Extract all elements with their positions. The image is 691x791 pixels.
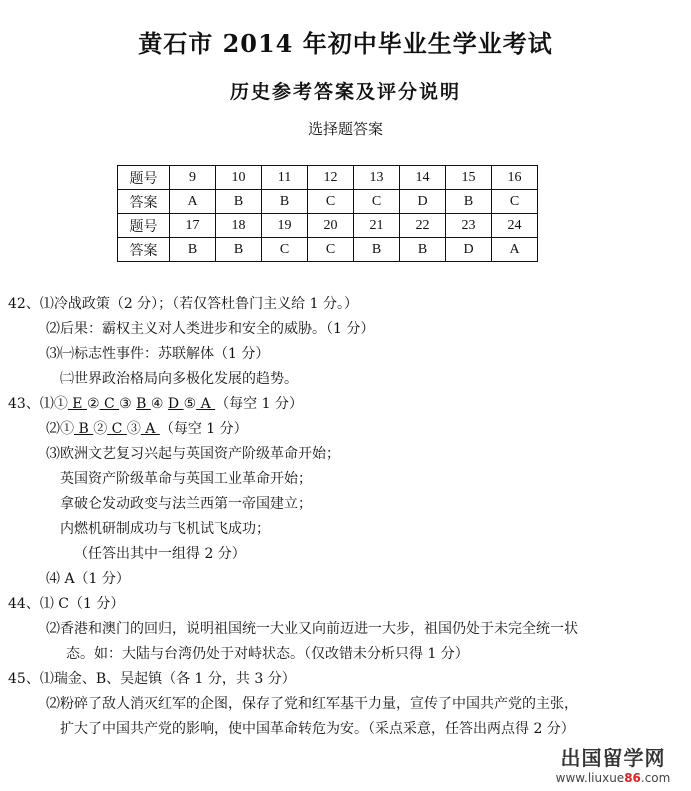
- section-label: 选择题答案: [307, 120, 383, 138]
- table-cell: 19: [262, 214, 308, 238]
- q43-line: [8, 417, 684, 442]
- q42-line: ㈡世界政治格局向多极化发展的趋势。: [60, 371, 298, 387]
- q42-line: 42、⑴冷战政策（2 分）；（若仅答杜鲁门主义给 1 分。）: [8, 296, 358, 312]
- q43-line: （任答出其中一组得 2 分）: [74, 546, 246, 562]
- q43-blank: B: [136, 396, 151, 412]
- table-row: [118, 190, 538, 214]
- q43-text: ②: [86, 396, 100, 412]
- q43-text: （每空 1 分）: [215, 396, 303, 412]
- q43-blank: E: [67, 396, 87, 412]
- watermark-url: [543, 771, 683, 785]
- q43-text: ③: [126, 421, 141, 437]
- table-cell: C: [492, 190, 538, 214]
- q43-line: 英国资产阶级革命与英国工业革命开始；: [60, 471, 312, 487]
- q45-line: 45、⑴瑞金、B、吴起镇（各 1 分，共 3 分）: [8, 671, 296, 687]
- table-cell: 14: [400, 166, 446, 190]
- q43-blank: C: [107, 421, 127, 437]
- table-cell: C: [308, 190, 354, 214]
- table-cell: 答案: [118, 238, 170, 262]
- table-cell: B: [446, 190, 492, 214]
- answer-body: [8, 292, 684, 742]
- q43-text: ③: [119, 396, 137, 412]
- table-cell: B: [354, 238, 400, 262]
- watermark-name: 出国留学网: [560, 746, 666, 770]
- q43-line: [8, 392, 684, 417]
- watermark-url-highlight: 86: [624, 771, 641, 785]
- answer-table: [117, 165, 538, 262]
- site-watermark: [543, 742, 683, 785]
- watermark-url-prefix: www.liuxue: [555, 771, 625, 785]
- q43-blank: C: [99, 396, 120, 412]
- table-row: [118, 238, 538, 262]
- table-cell: A: [170, 190, 216, 214]
- table-cell: B: [262, 190, 308, 214]
- table-cell: C: [308, 238, 354, 262]
- table-cell: 11: [262, 166, 308, 190]
- table-cell: 15: [446, 166, 492, 190]
- table-cell: D: [400, 190, 446, 214]
- table-cell: 20: [308, 214, 354, 238]
- q45-line: ⑵粉碎了敌人消灭红军的企图，保存了党和红军基干力量，宣传了中国共产党的主张，: [46, 696, 578, 712]
- table-cell: 17: [170, 214, 216, 238]
- q43-text: ④: [150, 396, 168, 412]
- q43-blank: B: [74, 421, 94, 437]
- q44-line: 态。如：大陆与台湾仍处于对峙状态。（仅改错未分析只得 1 分）: [66, 646, 469, 662]
- table-cell: A: [492, 238, 538, 262]
- table-cell: 9: [170, 166, 216, 190]
- table-cell: 13: [354, 166, 400, 190]
- table-cell: 题号: [118, 214, 170, 238]
- table-cell: B: [216, 190, 262, 214]
- table-cell: 18: [216, 214, 262, 238]
- table-cell: B: [216, 238, 262, 262]
- document-title: 黄石市 2014 年初中毕业生学业考试: [138, 29, 553, 58]
- table-cell: 16: [492, 166, 538, 190]
- table-cell: 24: [492, 214, 538, 238]
- table-cell: C: [354, 190, 400, 214]
- q43-line: ⑶欧洲文艺复习兴起与英国资产阶级革命开始；: [46, 446, 340, 462]
- table-cell: B: [170, 238, 216, 262]
- q43-text: ②: [93, 421, 108, 437]
- table-cell: 23: [446, 214, 492, 238]
- table-row: [118, 166, 538, 190]
- document-subtitle: 历史参考答案及评分说明: [229, 81, 461, 103]
- q42-line: ⑶㈠标志性事件：苏联解体（1 分）: [46, 346, 270, 362]
- table-cell: C: [262, 238, 308, 262]
- q43-text: ⑵①: [46, 421, 74, 437]
- q44-line: ⑵香港和澳门的回归，说明祖国统一大业又向前迈进一大步，祖国仍处于未完全统一状: [46, 621, 578, 637]
- q43-text: （每空 1 分）: [159, 421, 248, 437]
- q43-text: ⑤: [183, 396, 197, 412]
- q43-blank: A: [140, 421, 160, 437]
- table-cell: B: [400, 238, 446, 262]
- q43-line: 内燃机研制成功与飞机试飞成功；: [60, 521, 270, 537]
- table-row: [118, 214, 538, 238]
- table-cell: D: [446, 238, 492, 262]
- q43-blank: A: [196, 396, 216, 412]
- table-cell: 题号: [118, 166, 170, 190]
- table-cell: 10: [216, 166, 262, 190]
- table-cell: 22: [400, 214, 446, 238]
- table-cell: 21: [354, 214, 400, 238]
- q43-line: ⑷ A（1 分）: [46, 571, 130, 587]
- q45-line: 扩大了中国共产党的影响，使中国革命转危为安。（采点采意，任答出两点得 2 分）: [60, 721, 575, 737]
- q42-line: ⑵后果：霸权主义对人类进步和安全的威胁。（1 分）: [46, 321, 375, 337]
- q43-blank: D: [167, 396, 184, 412]
- q43-text: 43、⑴①: [8, 396, 68, 412]
- q43-line: 拿破仑发动政变与法兰西第一帝国建立；: [60, 496, 312, 512]
- table-cell: 12: [308, 166, 354, 190]
- q44-line: 44、⑴ C（1 分）: [8, 596, 125, 612]
- watermark-url-suffix: .com: [640, 771, 671, 785]
- table-cell: 答案: [118, 190, 170, 214]
